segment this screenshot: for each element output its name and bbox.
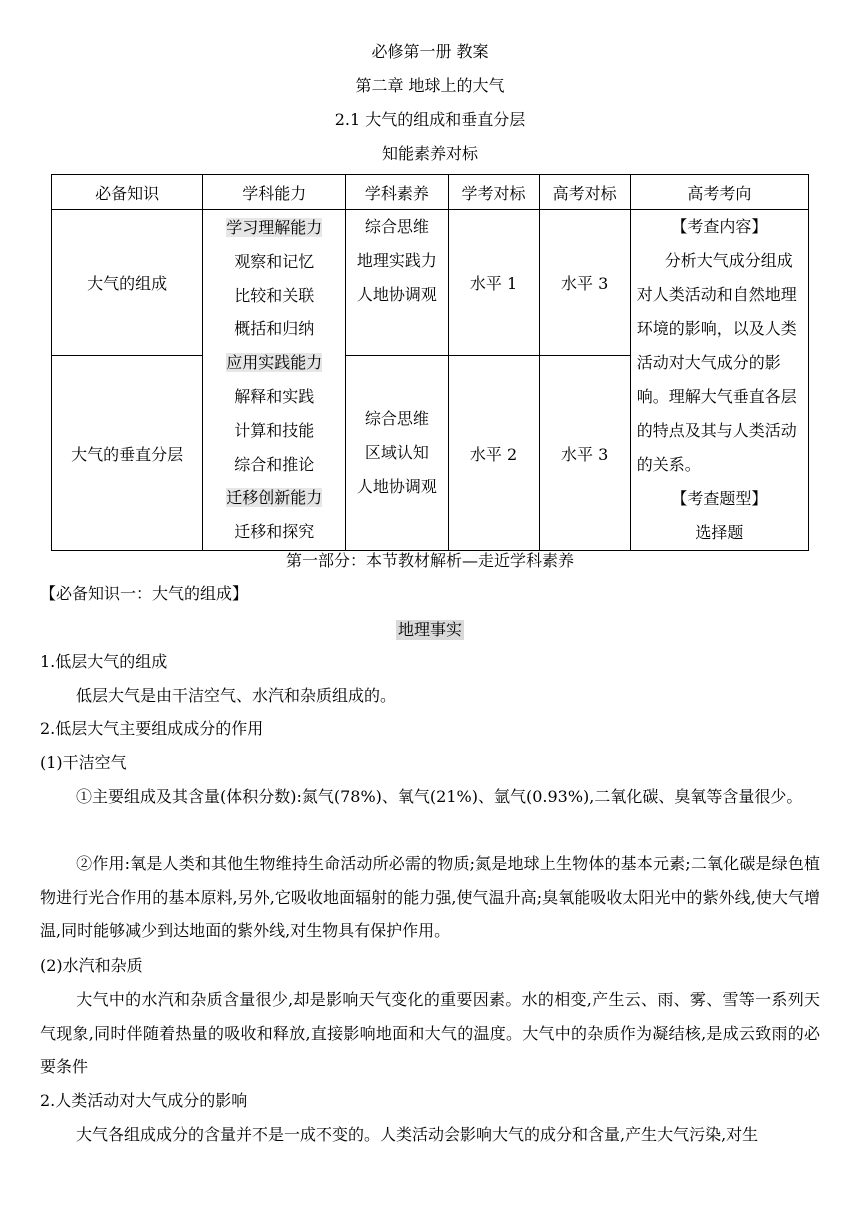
paragraph <box>40 847 820 948</box>
header-cell: 高考对标 <box>539 175 630 210</box>
header-cell: 学科能力 <box>203 175 346 210</box>
ability-heading: 学习理解能力 <box>226 218 323 238</box>
ability-item: 概括和归纳 <box>234 319 315 339</box>
table-header-row <box>52 175 809 210</box>
ability-item: 比较和关联 <box>234 285 315 305</box>
ability-cell <box>203 210 346 551</box>
literacy-item: 人地协调观 <box>356 284 437 304</box>
type-title: 【考查题型】 <box>671 489 768 508</box>
chapter-title: 第二章 地球上的大气 <box>355 76 505 95</box>
knowledge-cell: 大气的组成 <box>52 210 203 356</box>
subsection-title: (1)干洁空气 <box>40 753 127 772</box>
fact-heading: 地理事实 <box>397 620 462 639</box>
subsection-title: (2)水汽和杂质 <box>40 956 143 975</box>
paragraph-text: 大气各组成成分的含量并不是一成不变的。人类活动会影响大气的成分和含量,产生大气污染,对生 <box>76 1125 759 1144</box>
paragraph-text: ①主要组成及其含量(体积分数):氮气(78%)、氧气(21%)、氩气(0.93%),二氧化碳、臭氧等含量很少。 <box>76 787 803 806</box>
header-cell: 学考对标 <box>448 175 539 210</box>
literacy-item: 综合思维 <box>364 217 429 236</box>
literacy-cell <box>346 210 448 356</box>
content-text: 分析大气成分组成对人类活动和自然地理环境的影响，以及人类活动对大气成分的影响。理解大气垂直各层的特点及其与人类活动的关系。 <box>636 251 797 474</box>
book-title: 必修第一册 教案 <box>371 42 489 61</box>
type-text: 选择题 <box>695 523 744 542</box>
standards-table <box>51 174 809 551</box>
header-cell: 必备知识 <box>52 175 203 210</box>
literacy-item: 人地协调观 <box>356 477 437 497</box>
ability-item: 迁移和探究 <box>234 522 315 542</box>
table-row <box>52 210 809 356</box>
literacy-item: 综合思维 <box>364 409 429 429</box>
literacy-cell <box>346 356 448 551</box>
section-title: 2.1 大气的组成和垂直分层 <box>334 110 526 129</box>
paragraph-text: 大气中的水汽和杂质含量很少,却是影响天气变化的重要因素。水的相变,产生云、雨、雾、雪等一系列天气现象,同时伴随着热量的吸收和释放,直接影响地面和大气的温度。大气中的杂质作为凝结核,是成云致雨的必要条件 <box>40 990 820 1077</box>
ability-item: 解释和实践 <box>234 387 315 406</box>
paragraph-text: ②作用:氧是人类和其他生物维持生命活动所必需的物质;氮是地球上生物体的基本元素;二氧化碳是绿色植物进行光合作用的基本原料,另外,它吸收地面辐射的能力强,使气温升高;臭氧能吸收太阳光中的紫外线,使大气增温,同时能够减少到达地面的紫外线,对生物具有保护作用。 <box>40 854 820 941</box>
ability-heading: 迁移创新能力 <box>226 488 323 508</box>
header-cell: 学科素养 <box>346 175 448 210</box>
paragraph: 低层大气是由干洁空气、水汽和杂质组成的。 <box>76 686 397 705</box>
gaokao-cell: 水平 3 <box>539 356 630 551</box>
literacy-item: 地理实践力 <box>356 250 437 270</box>
direction-cell <box>630 210 808 551</box>
paragraph <box>40 780 820 814</box>
knowledge-heading: 【必备知识一：大气的组成】 <box>40 584 249 603</box>
paragraph <box>40 1118 820 1152</box>
gaokao-cell: 水平 3 <box>539 210 630 356</box>
ability-heading: 应用实践能力 <box>226 353 323 373</box>
ability-item: 计算和技能 <box>234 420 315 440</box>
knowledge-cell: 大气的垂直分层 <box>52 356 203 551</box>
subsection-title: 2.低层大气主要组成成分的作用 <box>40 719 264 738</box>
ability-item: 综合和推论 <box>234 454 315 474</box>
content-title: 【考查内容】 <box>671 217 768 236</box>
xuekao-cell: 水平 2 <box>448 356 539 551</box>
literacy-item: 区域认知 <box>364 443 429 463</box>
paragraph <box>40 983 820 1084</box>
ability-item: 观察和记忆 <box>234 251 315 271</box>
subsection-title: 1.低层大气的组成 <box>40 652 168 671</box>
xuekao-cell: 水平 1 <box>448 210 539 356</box>
fact-heading-wrap <box>0 620 860 640</box>
subsection-title: 2.人类活动对大气成分的影响 <box>40 1091 248 1110</box>
part-title: 第一部分：本节教材解析—走近学科素养 <box>285 551 574 570</box>
header-cell: 高考考向 <box>630 175 808 210</box>
table-caption: 知能素养对标 <box>381 144 478 163</box>
